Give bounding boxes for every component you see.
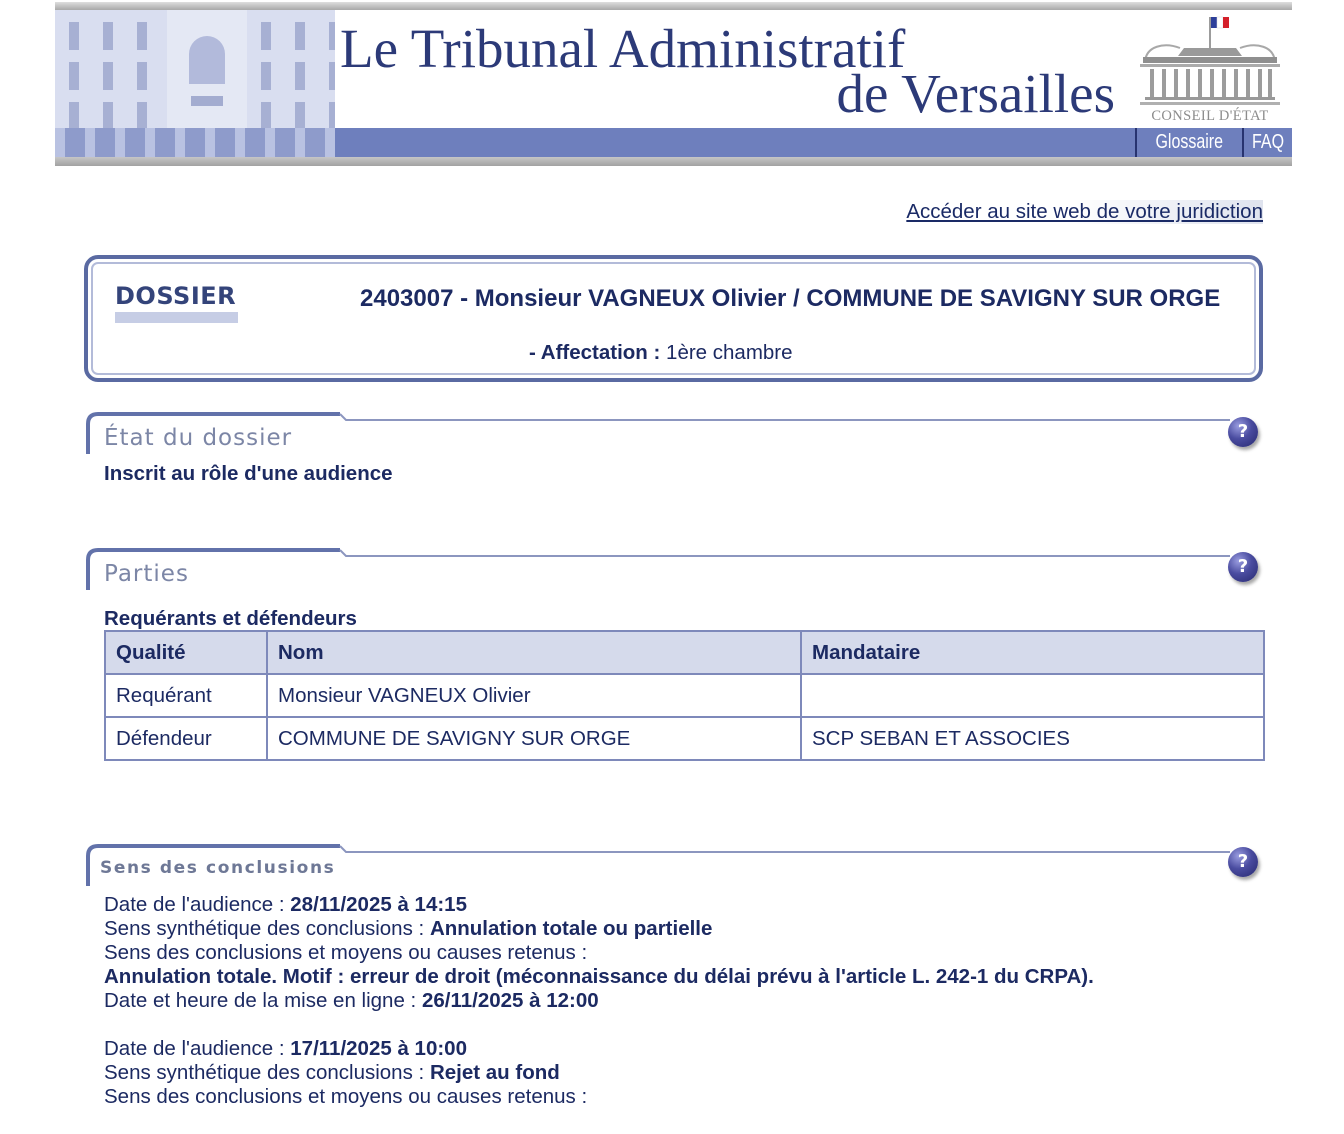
column-header-nom: Nom	[267, 631, 801, 674]
synthesis-line	[104, 917, 1094, 941]
affectation-value: 1ère chambre	[666, 341, 793, 364]
detail-label: Sens des conclusions et moyens ou causes retenus :	[104, 941, 588, 964]
section-rule-parties	[84, 548, 1234, 590]
help-icon[interactable]: ?	[1228, 417, 1258, 447]
hearing-date-label: Date de l'audience :	[104, 893, 285, 916]
hearing-date-line	[104, 893, 1094, 917]
courthouse-photo	[55, 10, 335, 157]
cell-nom: Monsieur VAGNEUX Olivier	[267, 674, 801, 717]
column-header-qualite: Qualité	[105, 631, 267, 674]
section-heading-etat: État du dossier	[104, 425, 293, 451]
logo-text: CONSEIL D'ÉTAT	[1151, 108, 1269, 124]
hearing-date-value: 28/11/2025 à 14:15	[290, 893, 467, 916]
photo-arch-window	[189, 36, 225, 84]
cell-qualite: Défendeur	[105, 717, 267, 760]
dossier-label-underline	[115, 312, 238, 323]
glossary-link[interactable]	[1135, 128, 1242, 157]
synthesis-value: Rejet au fond	[429, 1061, 560, 1084]
glossary-label: Glossaire	[1155, 131, 1224, 153]
conseil-detat-building-icon	[1140, 14, 1280, 106]
section-heading-conclusions: Sens des conclusions	[100, 858, 336, 878]
banner-top-strip	[55, 2, 1292, 10]
online-date-label: Date et heure de la mise en ligne :	[104, 989, 417, 1012]
affectation-prefix: -	[529, 341, 541, 364]
help-icon[interactable]: ?	[1228, 847, 1258, 877]
photo-wing-right	[247, 10, 335, 128]
section-heading-parties: Parties	[104, 561, 189, 587]
detail-label: Sens des conclusions et moyens ou causes retenus :	[104, 1085, 588, 1108]
table-row	[105, 674, 1264, 717]
conseil-detat-logo	[1140, 14, 1280, 126]
help-icon[interactable]: ?	[1228, 552, 1258, 582]
dossier-title: 2403007 - Monsieur VAGNEUX Olivier / COMMUNE DE SAVIGNY SUR ORGE	[360, 285, 1221, 312]
synthesis-line	[104, 1061, 1094, 1085]
photo-center-facade	[167, 10, 247, 128]
cell-mandataire	[801, 674, 1264, 717]
photo-ground-floor	[55, 128, 335, 157]
online-date-value: 26/11/2025 à 12:00	[421, 989, 599, 1012]
faq-label: FAQ	[1251, 131, 1284, 153]
detail-value: Annulation totale. Motif : erreur de droit (méconnaissance du délai prévu à l'article L. 242-1 du CRPA).	[104, 965, 1094, 988]
conclusion-entry	[104, 893, 1094, 1013]
cell-mandataire: SCP SEBAN ET ASSOCIES	[801, 717, 1264, 760]
online-date-line	[104, 989, 1094, 1013]
conclusion-entry	[104, 1037, 1094, 1109]
cell-qualite: Requérant	[105, 674, 267, 717]
synthesis-label: Sens synthétique des conclusions :	[104, 1061, 425, 1084]
banner-bottom-strip	[55, 157, 1292, 166]
column-header-mandataire: Mandataire	[801, 631, 1264, 674]
conclusions-list	[104, 893, 1094, 1109]
dossier-label: DOSSIER	[115, 282, 237, 310]
jurisdiction-website-link[interactable]: Accéder au site web de votre juridiction	[906, 200, 1263, 223]
faq-link[interactable]	[1242, 128, 1292, 157]
synthesis-label: Sens synthétique des conclusions :	[104, 917, 425, 940]
synthesis-value: Annulation totale ou partielle	[429, 917, 713, 940]
hearing-date-label: Date de l'audience :	[104, 1037, 285, 1060]
site-title-line2: de Versailles	[836, 63, 1115, 124]
site-title-line1: Le Tribunal Administratif	[340, 18, 906, 79]
table-header-row	[105, 631, 1264, 674]
photo-window	[191, 96, 223, 106]
photo-wing-left	[55, 10, 167, 128]
parties-table	[104, 630, 1265, 761]
hearing-date-value: 17/11/2025 à 10:00	[290, 1037, 467, 1060]
hearing-date-line	[104, 1037, 1094, 1061]
parties-subheading: Requérants et défendeurs	[104, 607, 357, 630]
table-row	[105, 717, 1264, 760]
cell-nom: COMMUNE DE SAVIGNY SUR ORGE	[267, 717, 801, 760]
dossier-affectation	[529, 341, 793, 365]
dossier-box	[84, 255, 1263, 382]
affectation-label: Affectation :	[540, 341, 661, 364]
dossier-status: Inscrit au rôle d'une audience	[104, 462, 393, 485]
